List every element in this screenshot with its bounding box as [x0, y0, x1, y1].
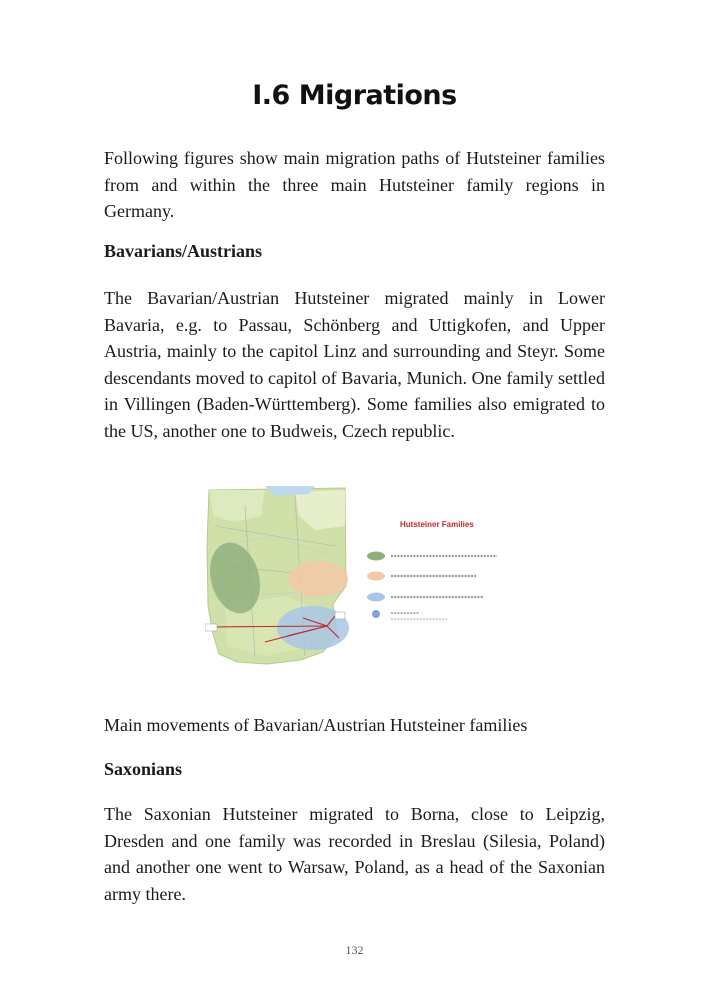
section-body-saxonians: The Saxonian Hutsteiner migrated to Borna, close to Leipzig, Dresden and one family was recorded in Breslau (Silesia, Poland) and another one went to Warsaw, Poland, as a head of the Saxonian army there. [104, 804, 605, 904]
page-title: I.6 Migrations [252, 80, 457, 111]
intro-paragraph: Following figures show main migration paths of Hutsteiner families from and within the three main Hutsteiner family regions in Germany. [104, 148, 605, 222]
page-number: 132 [345, 943, 364, 957]
legend-swatch-blue [367, 593, 385, 602]
orange-region-ellipse [288, 561, 348, 597]
legend-title: Hutsteiner Families [400, 520, 474, 529]
migration-map [205, 486, 505, 668]
section-body-bavarians: The Bavarian/Austrian Hutsteiner migrated mainly in Lower Bavaria, e.g. to Passau, Schönberg and Uttigkofen, and Upper Austria, mainly to the capitol Linz and surrounding and Steyr. Some descendants moved to capitol of Bavaria, Munich. One family settled in Villingen (Baden-Württemberg). Some families also emigrated to the US, another one to Budweis, Czech republic. [104, 288, 605, 441]
figure-caption: Main movements of Bavarian/Austrian Hutsteiner families [104, 715, 528, 735]
legend-swatch-orange [367, 572, 385, 581]
section-heading-bavarians: Bavarians/Austrians [104, 241, 263, 261]
legend-swatch-green [367, 552, 385, 561]
legend-swatch-point [372, 610, 380, 618]
section-heading-saxonians: Saxonians [104, 759, 183, 779]
map-legend [367, 552, 497, 620]
migration-map-figure [205, 486, 505, 668]
